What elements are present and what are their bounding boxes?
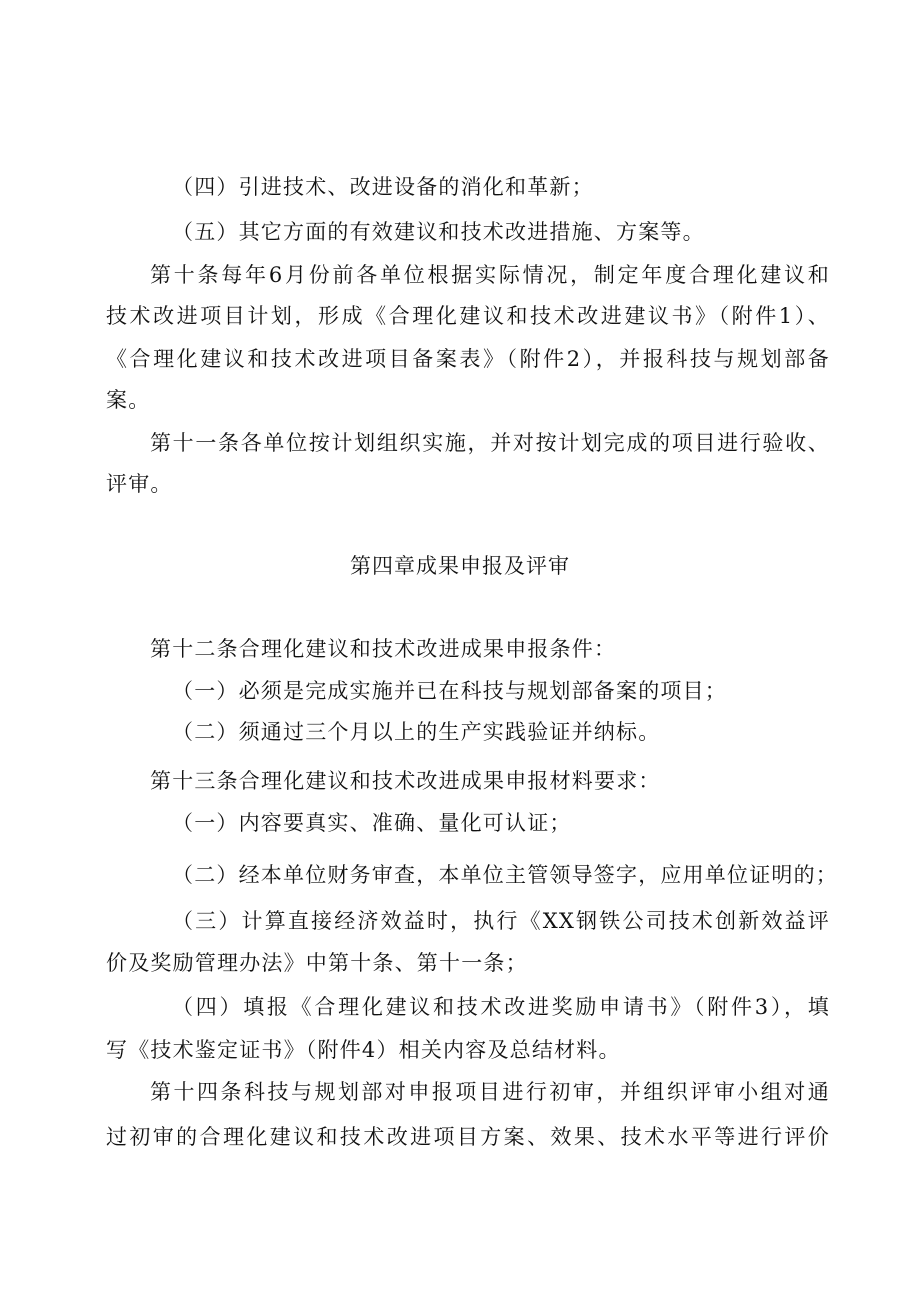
article-14-line-2: 过初审的合理化建议和技术改进项目方案、效果、技术水平等进行评价 — [106, 1125, 830, 1149]
article-10-line-3: 《合理化建议和技术改进项目备案表》（附件2），并报科技与规划部备 — [106, 347, 830, 371]
article-10-line-1: 第十条每年6月份前各单位根据实际情况，制定年度合理化建议和 — [150, 263, 830, 287]
clause-item-5: （五）其它方面的有效建议和技术改进措施、方案等。 — [172, 220, 705, 244]
article-13-line-1: 第十三条合理化建议和技术改进成果申报材料要求： — [150, 769, 661, 793]
article-10-line-2: 技术改进项目计划，形成《合理化建议和技术改进建议书》（附件1）、 — [106, 304, 830, 328]
article-13-item-2: （二）经本单位财务审查，本单位主管领导签字，应用单位证明的； — [172, 863, 838, 887]
article-13-item-3-line-2: 价及奖励管理办法》中第十条、第十一条； — [106, 951, 528, 975]
article-13-item-1: （一）内容要真实、准确、量化可认证； — [172, 811, 572, 835]
article-10-line-4: 案。 — [106, 388, 151, 412]
article-12-line-1: 第十二条合理化建议和技术改进成果申报条件： — [150, 637, 617, 661]
article-12-item-1: （一）必须是完成实施并已在科技与规划部备案的项目； — [172, 679, 727, 703]
article-13-item-3-line-1: （三）计算直接经济效益时，执行《XX钢铁公司技术创新效益评 — [172, 909, 830, 933]
clause-item-4: （四）引进技术、改进设备的消化和革新； — [172, 175, 594, 199]
article-11-line-2: 评审。 — [106, 472, 173, 496]
article-13-item-4-line-1: （四）填报《合理化建议和技术改进奖励申请书》（附件3），填 — [172, 995, 830, 1019]
article-11-line-1: 第十一条各单位按计划组织实施，并对按计划完成的项目进行验收、 — [150, 431, 830, 455]
chapter-heading: 第四章成果申报及评审 — [350, 554, 570, 578]
article-13-item-4-line-2: 写《技术鉴定证书》（附件4）相关内容及总结材料。 — [106, 1038, 621, 1062]
article-14-line-1: 第十四条科技与规划部对申报项目进行初审，并组织评审小组对通 — [150, 1080, 830, 1104]
article-12-item-2: （二）须通过三个月以上的生产实践验证并纳标。 — [172, 720, 661, 744]
